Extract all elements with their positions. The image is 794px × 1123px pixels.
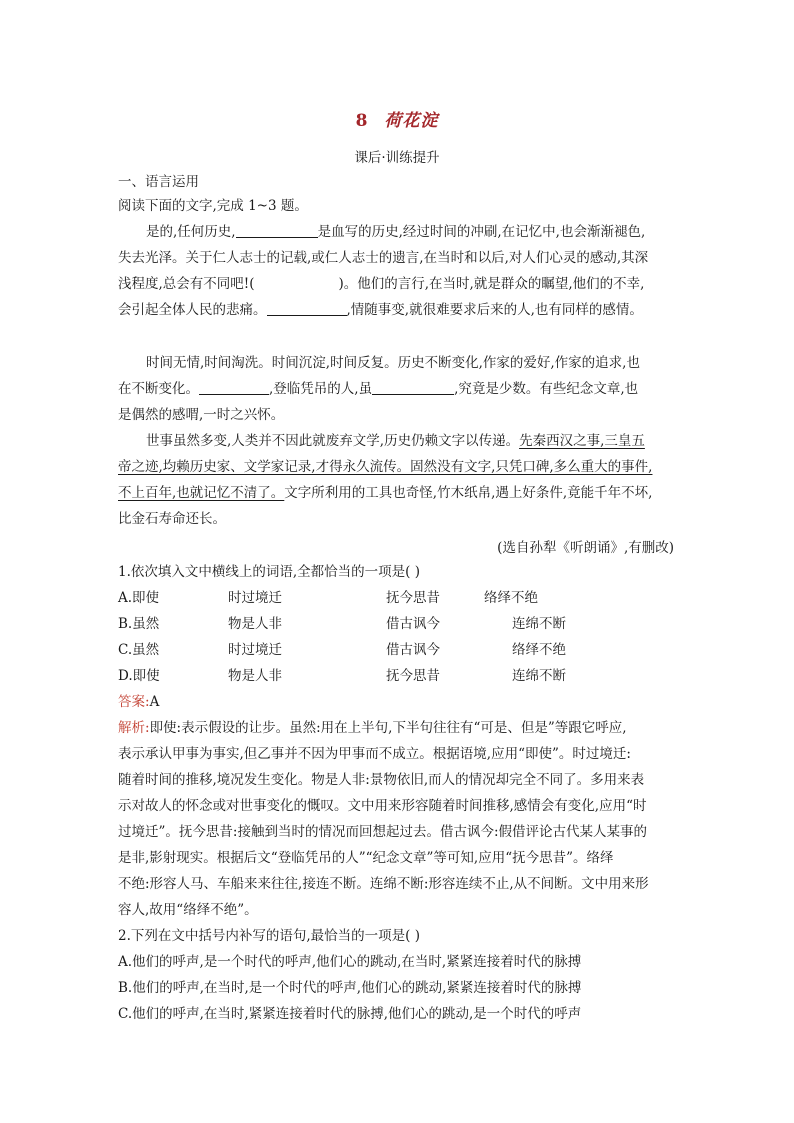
fill-blank[interactable] xyxy=(372,380,454,395)
passage-line: 是偶然的感喟,一时之兴怀。 xyxy=(118,407,285,423)
passage-line-underlined: 帝之迹,均赖历史家、文学家记录,才得永久流传。固然没有文字,只凭口碑,多么重大的事件, xyxy=(118,459,653,475)
section-heading: 一、语言运用 xyxy=(118,174,199,190)
q1-analysis-line: 示对故人的怀念或对世事变化的慨叹。文中用来形容随着时间推移,感情会有变化,应用“时 xyxy=(118,798,647,814)
q2-option-b[interactable]: B.他们的呼声,在当时,是一个时代的呼声,他们心的跳动,紧紧连接着时代的脉搏 xyxy=(118,980,582,996)
lesson-subtitle: 课后·训练提升 xyxy=(354,150,440,166)
q1-option-c[interactable]: C.虽然 xyxy=(118,642,160,658)
q1-analysis-line: 随着时间的推移,境况发生变化。物是人非:景物依旧,而人的情况却完全不同了。多用来表 xyxy=(118,772,645,788)
q1-analysis-line: 容人,故用“络绎不绝”。 xyxy=(118,902,258,918)
fill-blank[interactable] xyxy=(267,301,347,316)
passage-line: 时间无情,时间淘洗。时间沉淀,时间反复。历史不断变化,作家的爱好,作家的追求,也 xyxy=(146,355,640,371)
lesson-number: 8 xyxy=(355,111,369,131)
q1-analysis-line: 不绝:形容人马、车船来来往往,接连不断。连绵不断:形容连续不止,从不间断。文中用来形 xyxy=(118,876,649,892)
question-1-stem: 1.依次填入文中横线上的词语,全都恰当的一项是( ) xyxy=(118,564,420,580)
passage-line: 浅程度,总会有不同吧!( )。他们的言行,在当时,就是群众的瞩望,他们的不幸, xyxy=(118,276,645,292)
q1-option-d[interactable]: D.即使 xyxy=(118,668,160,684)
fill-blank[interactable] xyxy=(199,380,269,395)
q1-answer: 答案:A xyxy=(118,694,160,710)
question-2-stem: 2.下列在文中括号内补写的语句,最恰当的一项是( ) xyxy=(118,928,420,944)
reading-instruction: 阅读下面的文字,完成 1~3 题。 xyxy=(118,198,308,214)
q1-analysis-line: 解析:即使:表示假设的让步。虽然:用在上半句,下半句往往有“可是、但是”等跟它呼应, xyxy=(118,720,627,736)
passage-line: 比金石寿命还长。 xyxy=(118,511,226,527)
passage-line: 不上百年,也就记忆不清了。文字所利用的工具也奇怪,竹木纸帛,遇上好条件,竟能千年不坏, xyxy=(118,485,653,501)
passage-line: 失去光泽。关于仁人志士的记载,或仁人志士的遗言,在当时和以后,对人们心灵的感动,其深 xyxy=(118,250,649,266)
passage-line: 在不断变化。 ,登临凭吊的人,虽 ,究竟是少数。有些纪念文章,也 xyxy=(118,381,639,397)
q1-analysis-line: 过境迁”。抚今思昔:接触到当时的情况而回想起过去。借古讽今:假借评论古代某人某事的 xyxy=(118,824,647,840)
lesson-title xyxy=(0,106,794,131)
q1-analysis-line: 表示承认甲事为事实,但乙事并不因为甲事而不成立。根据语境,应用“即使”。时过境迁: xyxy=(118,746,631,762)
q2-option-a[interactable]: A.他们的呼声,是一个时代的呼声,他们心的跳动,在当时,紧紧连接着时代的脉搏 xyxy=(118,954,582,970)
q1-option-a[interactable]: A.即使 xyxy=(118,590,160,606)
passage-line: 会引起全体人民的悲痛。 ,情随事变,就很难要求后来的人,也有同样的感情。 xyxy=(118,302,643,318)
q1-option-b[interactable]: B.虽然 xyxy=(118,616,160,632)
passage-source: (选自孙犁《听朗诵》,有删改) xyxy=(497,540,674,556)
q2-option-c[interactable]: C.他们的呼声,在当时,紧紧连接着时代的脉搏,他们心的跳动,是一个时代的呼声 xyxy=(118,1006,582,1022)
lesson-name: 荷花淀 xyxy=(384,111,439,131)
document-page: 8 荷花淀 课后·训练提升 一、语言运用 阅读下面的文字,完成 1~3 题。 是的,任何历史, 是血写的历史,经过时间的冲刷,在记忆中,也会渐渐褪色, 失去光泽。关于仁人志士的记载,或仁人志士的遗言,在当时和以后,对人们心灵的感动,其深 浅程度,总会有不同吧!( )。他们的言行,在当时,就是群众的瞩望,他们的不幸, 会引起全体人民的悲痛。 ,情随事变,就很难要求后来的人,也有同样的感情。 时间无情,时间淘洗。时间沉淀,时间反复。历史不断变化,作家的爱好,作家的追求,也 在不断变化。 ,登临凭吊的人,虽 ,究竟是少数。有些纪念文章,也 是偶然的感喟,一时之兴怀。 世事虽然多变,人类并不因此就废弃文学,历史仍赖文字以传递。先秦西汉之事,三皇五 帝之迹,均赖历史家、文学家记录,才得永久流传。固然没有文字,只凭口碑,多么重大的事件, 不上百年,也就记忆不清了。文字所利用的工具也奇怪,竹木纸帛,遇上好条件,竟能千年不坏, 比金石寿命还长。 (选自孙犁《听朗诵》,有删改) 1.依次填入文中横线上的词语,全都恰当的一项是( ) A.即使 时过境迁 抚今思昔 络绎不绝 B.虽然 物是人非 借古讽今 连绵不断 C.虽然 时过境迁 借古讽今 络绎不绝 D.即使 物是人非 抚今思昔 连绵不断 答案:A 解析:即使:表示假设的让步。虽然:用在上半句,下半句往往有“可是、但是”等跟它呼应, 表示承认甲事为事实,但乙事并不因为甲事而不成立。根据语境,应用“即使”。时过境迁: 随着时间的推移,境况发生变化。物是人非:景物依旧,而人的情况却完全不同了。多用来表 示对故人的怀念或对世事变化的慨叹。文中用来形容随着时间推移,感情会有变化,应用“时 过境迁”。抚今思昔:接触到当时的情况而回想起过去。借古讽今:假借评论古代某人某事的 是非,影射现实。根据后文“登临凭吊的人”“纪念文章”等可知,应用“抚今思昔”。络绎 不绝:形容人马、车船来来往往,接连不断。连绵不断:形容连续不止,从不间断。文中用来形 容人,故用“络绎不绝”。 2.下列在文中括号内补写的语句,最恰当的一项是( ) A.他们的呼声,是一个时代的呼声,他们心的跳动,在当时,紧紧连接着时代的脉搏 B.他们的呼声,在当时,是一个时代的呼声,他们心的跳动,紧紧连接着时代的脉搏 C.他们的呼声,在当时,紧紧连接着时代的脉搏,他们心的跳动,是一个时代的呼声 xyxy=(0,0,794,1123)
passage-line: 是的,任何历史, 是血写的历史,经过时间的冲刷,在记忆中,也会渐渐褪色, xyxy=(146,224,646,240)
q1-analysis-line: 是非,影射现实。根据后文“登临凭吊的人”“纪念文章”等可知,应用“抚今思昔”。络绎 xyxy=(118,850,614,866)
passage-line: 世事虽然多变,人类并不因此就废弃文学,历史仍赖文字以传递。先秦西汉之事,三皇五 xyxy=(146,433,645,449)
fill-blank[interactable] xyxy=(236,223,318,238)
